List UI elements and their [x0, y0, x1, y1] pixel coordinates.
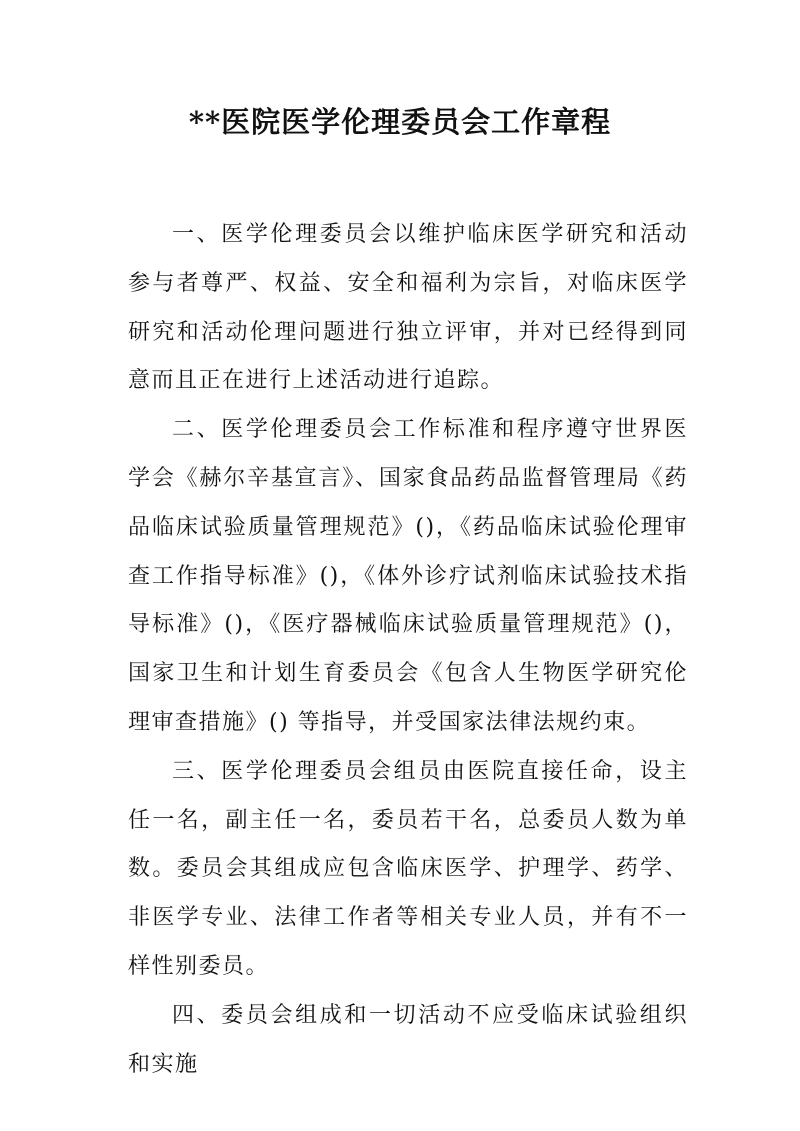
paragraph-3: 三、医学伦理委员会组员由医院直接任命，设主任一名，副主任一名，委员若干名，总委员人数为单数。委员会其组成应包含临床医学、护理学、药学、非医学专业、法律工作者等相关专业人员，并有不一样性别委员。 — [128, 758, 688, 979]
paragraph-2: 二、医学伦理委员会工作标准和程序遵守世界医学会《赫尔辛基宣言》、国家食品药品监督管理局《药品临床试验质量管理规范》()，《药品临床试验伦理审查工作指导标准》()，《体外诊疗试剂临床试验技术指导标准》()，《医疗器械临床试验质量管理规范》()，国家卫生和计划生育委员会《包含人生物医学研究伦理审查措施》() 等指导，并受国家法律法规约束。 — [128, 417, 688, 735]
paragraph-4: 四、委员会组成和一切活动不应受临床试验组织和实施 — [128, 1002, 688, 1077]
document-title: **医院医学伦理委员会工作章程 — [188, 105, 612, 139]
document-body — [128, 211, 688, 1089]
paragraph-1: 一、医学伦理委员会以维护临床医学研究和活动参与者尊严、权益、安全和福利为宗旨，对临床医学研究和活动伦理问题进行独立评审，并对已经得到同意而且正在进行上述活动进行追踪。 — [128, 222, 688, 394]
